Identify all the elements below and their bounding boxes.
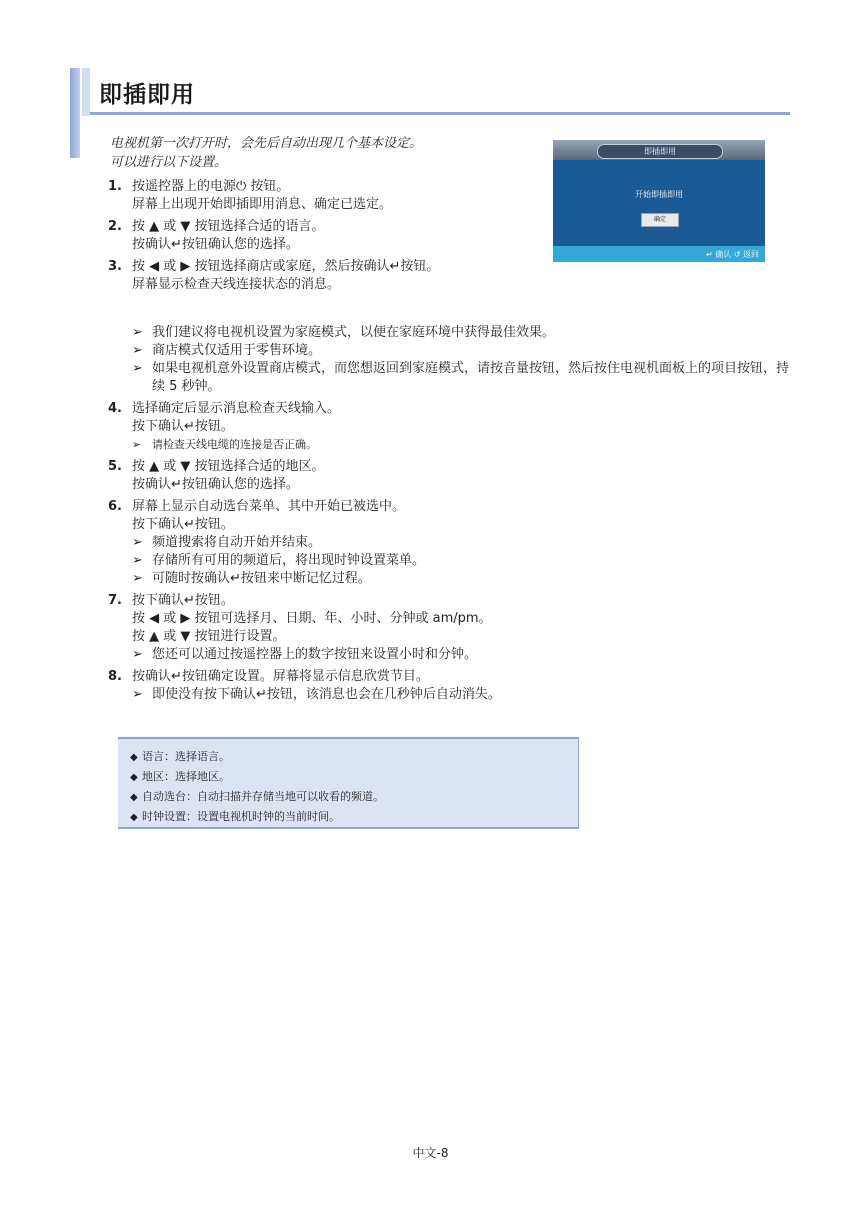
title-rule xyxy=(90,112,790,115)
list-item xyxy=(130,807,578,827)
note xyxy=(132,342,788,360)
diamond-icon: ◆ xyxy=(130,812,138,823)
spacer xyxy=(108,298,788,324)
step-line: 选择确定后显示消息检查天线输入。 xyxy=(132,401,341,416)
intro-line: 可以进行以下设置。 xyxy=(110,155,228,170)
note xyxy=(132,534,788,552)
list-item xyxy=(130,787,578,807)
step-5 xyxy=(108,458,788,494)
summary-text: 时钟设置：设置电视机时钟的当前时间。 xyxy=(142,810,340,823)
step-6 xyxy=(108,498,788,588)
note xyxy=(132,646,788,664)
note xyxy=(132,360,792,396)
note-text: 即使没有按下确认↵按钮，该消息也会在几秒钟后自动消失。 xyxy=(152,687,501,702)
osd-title-bar xyxy=(553,140,765,160)
summary-text: 自动选台：自动扫描并存储当地可以收看的频道。 xyxy=(142,790,384,803)
title-accent-bar-secondary xyxy=(82,68,90,116)
osd-footer xyxy=(553,246,765,262)
osd-screenshot xyxy=(553,140,765,262)
osd-message: 开始即插即用 xyxy=(635,190,683,199)
arrow-icon: ➢ xyxy=(132,687,143,702)
note-text: 如果电视机意外设置商店模式，而您想返回到家庭模式，请按音量按钮，然后按住电视机面板上的项目按钮，持续 5 秒钟。 xyxy=(152,361,790,394)
summary-text: 地区：选择地区。 xyxy=(142,770,230,783)
step-line: 按下确认↵按钮。 xyxy=(132,593,234,608)
step-line: 屏幕上显示自动选台菜单、其中开始已被选中。 xyxy=(132,499,406,514)
intro-text xyxy=(110,134,422,172)
note-text: 可随时按确认↵按钮来中断记忆过程。 xyxy=(152,571,371,586)
step-line: 按确认↵按钮确认您的选择。 xyxy=(132,477,299,492)
arrow-icon: ➢ xyxy=(132,361,143,376)
step-line: 按 ◀ 或 ▶ 按钮可选择月、日期、年、小时、分钟或 am/pm。 xyxy=(132,611,492,626)
note-text: 请检查天线电缆的连接是否正确。 xyxy=(152,438,317,451)
step-4 xyxy=(108,400,788,454)
arrow-icon: ➢ xyxy=(132,325,143,340)
step-line: 屏幕显示检查天线连接状态的消息。 xyxy=(132,277,341,292)
step-number: 1. xyxy=(108,179,122,194)
step-line: 按 ◀ 或 ▶ 按钮选择商店或家庭，然后按确认↵按钮。 xyxy=(132,259,440,274)
step-line: 按 ▲ 或 ▼ 按钮进行设置。 xyxy=(132,629,286,644)
note-text: 商店模式仅适用于零售环境。 xyxy=(152,343,322,358)
step-number: 5. xyxy=(108,459,122,474)
note-text: 频道搜索将自动开始并结束。 xyxy=(152,535,322,550)
title-accent-bar xyxy=(70,68,80,158)
list-item xyxy=(130,767,578,787)
note xyxy=(132,686,788,704)
arrow-icon: ➢ xyxy=(132,647,143,662)
step-number: 2. xyxy=(108,219,122,234)
diamond-icon: ◆ xyxy=(130,792,138,803)
list-item xyxy=(130,747,578,767)
step-line: 按 ▲ 或 ▼ 按钮选择合适的语言。 xyxy=(132,219,325,234)
diamond-icon: ◆ xyxy=(130,772,138,783)
step-line: 按遥控器上的电源⏻ 按钮。 xyxy=(132,179,290,194)
step-number: 3. xyxy=(108,259,122,274)
osd-ok-button[interactable]: 确定 xyxy=(641,213,679,227)
intro-line: 电视机第一次打开时，会先后自动出现几个基本设定。 xyxy=(110,136,423,151)
note xyxy=(132,324,788,342)
note-text: 我们建议将电视机设置为家庭模式，以便在家庭环境中获得最佳效果。 xyxy=(152,325,556,340)
step-8 xyxy=(108,668,788,704)
step-7 xyxy=(108,592,788,664)
step-line: 屏幕上出现开始即插即用消息、确定已选定。 xyxy=(132,197,393,212)
arrow-icon: ➢ xyxy=(132,571,143,586)
note-text: 存储所有可用的频道后，将出现时钟设置菜单。 xyxy=(152,553,426,568)
step-line: 按确认↵按钮确认您的选择。 xyxy=(132,237,299,252)
step-number: 6. xyxy=(108,499,122,514)
step-number: 7. xyxy=(108,593,122,608)
osd-title: 即插即用 xyxy=(597,144,723,159)
note xyxy=(132,570,788,588)
step-number: 8. xyxy=(108,669,122,684)
note xyxy=(132,436,788,454)
step-line: 按 ▲ 或 ▼ 按钮选择合适的地区。 xyxy=(132,459,325,474)
arrow-icon: ➢ xyxy=(132,438,142,451)
page-number: 中文-8 xyxy=(412,1146,449,1160)
mid-notes xyxy=(108,324,788,396)
summary-box xyxy=(118,737,579,829)
osd-footer-text: ↵ 确认 ↺ 返回 xyxy=(705,250,759,259)
step-line: 按下确认↵按钮。 xyxy=(132,517,234,532)
step-number: 4. xyxy=(108,401,122,416)
step-line: 按下确认↵按钮。 xyxy=(132,419,234,434)
step-line: 按确认↵按钮确定设置。屏幕将显示信息欣赏节目。 xyxy=(132,669,429,684)
diamond-icon: ◆ xyxy=(130,752,138,763)
arrow-icon: ➢ xyxy=(132,553,143,568)
page-title: 即插即用 xyxy=(99,82,195,108)
arrow-icon: ➢ xyxy=(132,343,143,358)
step-3 xyxy=(108,258,788,294)
arrow-icon: ➢ xyxy=(132,535,143,550)
summary-text: 语言：选择语言。 xyxy=(142,750,230,763)
note-text: 您还可以通过按遥控器上的数字按钮来设置小时和分钟。 xyxy=(152,647,478,662)
note xyxy=(132,552,788,570)
